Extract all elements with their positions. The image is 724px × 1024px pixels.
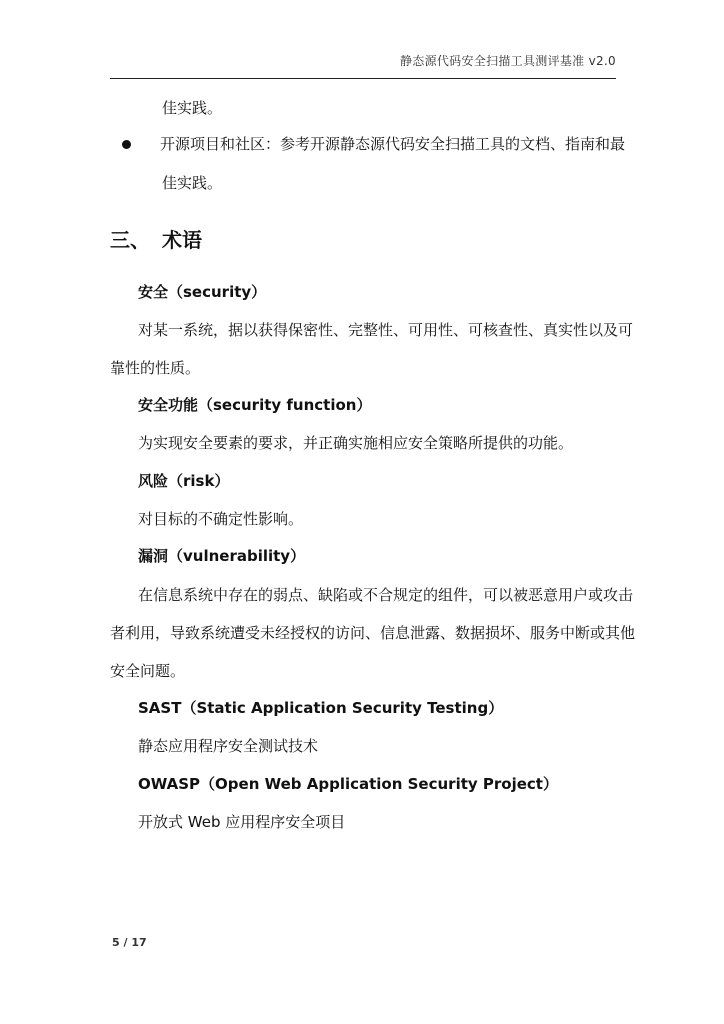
- page-number: 5 / 17: [112, 936, 147, 949]
- def-security-function: 为实现安全要素的要求，并正确实施相应安全策略所提供的功能。: [138, 434, 574, 452]
- term-risk: 风险（risk）: [138, 472, 230, 490]
- bullet-icon: [122, 140, 131, 149]
- bullet-line-1: 开源项目和社区：参考开源静态源代码安全扫描工具的文档、指南和最: [160, 135, 626, 153]
- page-header: [110, 48, 616, 79]
- term-sast: SAST（Static Application Security Testing）: [138, 699, 504, 717]
- term-security: 安全（security）: [138, 283, 267, 301]
- intro-continuation: 佳实践。: [162, 99, 223, 117]
- def-security-line-1: 对某一系统，据以获得保密性、完整性、可用性、可核查性、真实性以及可: [138, 321, 634, 339]
- term-vulnerability: 漏洞（vulnerability）: [138, 547, 306, 565]
- term-security-function: 安全功能（security function）: [138, 396, 372, 414]
- def-risk: 对目标的不确定性影响。: [138, 510, 304, 528]
- def-vulnerability-line-1: 在信息系统中存在的弱点、缺陷或不合规定的组件，可以被恶意用户或攻击: [138, 586, 634, 604]
- def-vulnerability-line-3: 安全问题。: [110, 662, 186, 680]
- section-number: 三、: [110, 228, 150, 252]
- header-title: 静态源代码安全扫描工具测评基准 v2.0: [399, 54, 616, 68]
- term-owasp: OWASP（Open Web Application Security Project）: [138, 775, 558, 793]
- def-security-line-2: 靠性的性质。: [110, 359, 201, 377]
- bullet-line-2: 佳实践。: [162, 174, 223, 192]
- def-sast: 静态应用程序安全测试技术: [138, 737, 319, 755]
- def-vulnerability-line-2: 者利用，导致系统遭受未经授权的访问、信息泄露、数据损坏、服务中断或其他: [110, 624, 636, 642]
- section-title: 术语: [162, 228, 202, 252]
- def-owasp: 开放式 Web 应用程序安全项目: [138, 813, 346, 831]
